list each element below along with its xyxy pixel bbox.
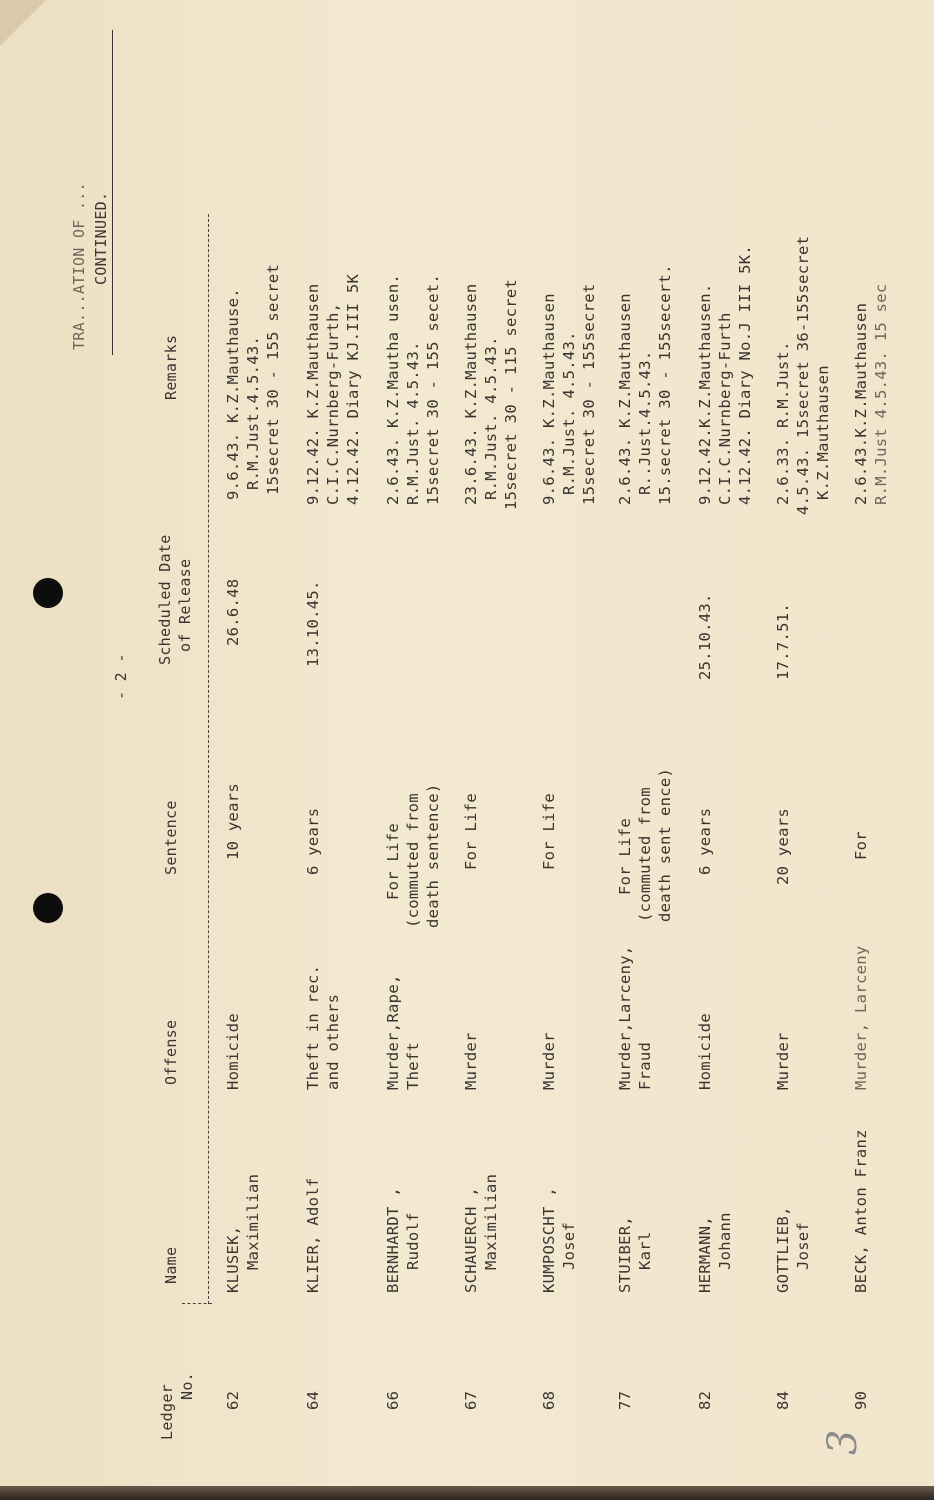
row-77-name-2: Karl <box>636 1231 654 1270</box>
row-77-offense-2: Fraud <box>636 1041 654 1090</box>
row-82-name-1: HERMANN, <box>696 1215 714 1293</box>
row-64-name-1: KLIER, Adolf <box>304 1177 322 1293</box>
row-66-remarks-2: R.M.Just. 4.5.43. <box>404 341 422 505</box>
row-90-remarks-2: R.M.Just 4.5.43. 15 sec <box>872 283 890 505</box>
document-title: TRA...ATION OF ... <box>70 182 88 350</box>
row-62-sentence-1: 10 years <box>224 782 242 860</box>
row-68-remarks-3: 15secret 30 - 155secret <box>580 283 598 505</box>
row-90-remarks-1: 2.6.43.K.Z.Mauthausen <box>852 302 870 505</box>
row-77-sentence-1: For Life <box>616 817 634 895</box>
row-77-ledger: 77 <box>616 1390 634 1410</box>
row-82-offense-1: Homicide <box>696 1012 714 1090</box>
row-62-name-1: KLUSEK, <box>224 1225 242 1293</box>
row-64-offense-2: and others <box>324 993 342 1090</box>
row-90-name-1: BECK, Anton Franz <box>852 1129 870 1293</box>
row-68-ledger: 68 <box>540 1390 558 1410</box>
row-66-name-2: Rudolf <box>404 1212 422 1270</box>
row-77-offense-1: Murder,Larceny, <box>616 945 634 1090</box>
row-66-offense-1: Murder,Rape, <box>384 974 402 1090</box>
row-66-sentence-2: (commuted from <box>404 793 422 928</box>
row-84-offense-1: Murder <box>774 1032 792 1090</box>
row-84-remarks-1: 2.6.33. R.M.Just. <box>774 341 792 505</box>
row-82-ledger: 82 <box>696 1390 714 1410</box>
col-remarks: Remarks <box>162 334 180 400</box>
row-90-sentence-1: For <box>852 831 870 860</box>
row-68-offense-1: Murder <box>540 1032 558 1090</box>
row-77-remarks-2: R..Just.4.5.43. <box>636 350 654 495</box>
row-84-release: 17.7.51. <box>774 602 792 680</box>
row-67-ledger: 67 <box>462 1390 480 1410</box>
row-67-name-1: SCHAUERCH , <box>462 1187 480 1293</box>
col-ledger-line2: No. <box>178 1372 196 1400</box>
row-84-ledger: 84 <box>774 1390 792 1410</box>
row-64-remarks-3: 4.12.42. Diary KJ.III 5K <box>344 273 362 505</box>
row-66-sentence-1: For Life <box>384 822 402 900</box>
row-90-offense-1: Murder, Larceny <box>852 945 870 1090</box>
row-77-remarks-1: 2.6.43. K.Z.Mauthausen <box>616 293 634 505</box>
row-64-release: 13.10.45. <box>304 580 322 667</box>
row-68-remarks-2: R.M.Just. 4.5.43. <box>560 331 578 495</box>
row-62-offense-1: Homicide <box>224 1012 242 1090</box>
scan-bottom-edge <box>0 1486 934 1500</box>
row-67-name-2: Maximilian <box>482 1173 500 1270</box>
row-82-remarks-1: 9.12.42.K.Z.Mauthausen. <box>696 283 714 505</box>
row-84-name-1: GOTTLIEB, <box>774 1206 792 1293</box>
page-marker: - 2 - <box>112 653 130 700</box>
row-82-release: 25.10.43. <box>696 593 714 680</box>
row-66-remarks-3: 15secret 30 - 155 secet. <box>424 273 442 505</box>
handwritten-page-number: 3 <box>820 1429 866 1455</box>
row-62-name-2: Maximilian <box>244 1173 262 1270</box>
row-62-remarks-2: R.M.Just.4.5.43. <box>244 335 262 490</box>
row-64-remarks-2: C.I.C.Nurnberg-Furth, <box>324 302 342 505</box>
row-66-sentence-3: death sentence) <box>424 783 442 928</box>
row-77-remarks-3: 15.secret 30 - 155secert. <box>656 264 674 505</box>
row-66-offense-2: Theft <box>404 1041 422 1090</box>
row-77-sentence-3: death sent ence) <box>656 767 674 922</box>
col-release-line2: of Release <box>176 558 194 652</box>
continued-label: CONTINUED. <box>92 191 110 285</box>
row-67-remarks-1: 23.6.43. K.Z.Mauthausen <box>462 283 480 505</box>
row-90-ledger: 90 <box>852 1390 870 1410</box>
row-67-sentence-1: For Life <box>462 792 480 870</box>
col-name: Name <box>162 1246 180 1284</box>
row-66-ledger: 66 <box>384 1390 402 1410</box>
row-67-remarks-3: 15secret 30 - 115 secret <box>502 278 520 510</box>
row-84-sentence-1: 20 years <box>774 807 792 885</box>
row-62-ledger: 62 <box>224 1390 242 1410</box>
row-67-offense-1: Murder <box>462 1032 480 1090</box>
title-underline <box>112 30 113 355</box>
col-sentence: Sentence <box>162 800 180 875</box>
row-68-sentence-1: For Life <box>540 792 558 870</box>
row-77-name-1: STUIBER, <box>616 1215 634 1293</box>
row-62-remarks-3: 15secret 30 - 155 secret <box>264 263 282 495</box>
row-82-remarks-3: 4.12.42. Diary No.J III 5K. <box>736 244 754 505</box>
row-82-name-2: Johann <box>716 1212 734 1270</box>
row-68-remarks-1: 9.6.43. K.Z.Mauthausen <box>540 293 558 505</box>
row-84-remarks-3: K.Z.Mauthausen <box>814 365 832 500</box>
row-64-offense-1: Theft in rec. <box>304 964 322 1090</box>
row-66-name-1: BERNHARDT , <box>384 1187 402 1293</box>
col-ledger-line1: Ledger <box>158 1384 176 1440</box>
row-62-remarks-1: 9.6.43. K.Z.Mauthause. <box>224 288 242 500</box>
row-64-remarks-1: 9.12.42. K.Z.Mauthausen <box>304 283 322 505</box>
header-rule <box>208 214 209 1304</box>
row-82-remarks-2: C.I.C.Nurnberg-Furth <box>716 312 734 505</box>
row-68-name-2: Josef <box>560 1221 578 1270</box>
row-64-sentence-1: 6 years <box>304 807 322 875</box>
row-67-remarks-2: R.M.Just. 4.5.43. <box>482 336 500 500</box>
row-64-ledger: 64 <box>304 1390 322 1410</box>
row-66-remarks-1: 2.6.43. K.Z.Mautha usen. <box>384 273 402 505</box>
row-77-sentence-2: (commuted from <box>636 787 654 922</box>
row-84-remarks-2: 4.5.43. 15secret 36-155secret <box>794 235 812 515</box>
row-82-sentence-1: 6 years <box>696 807 714 875</box>
row-84-name-2: Josef <box>794 1221 812 1270</box>
row-62-release: 26.6.48 <box>224 578 242 646</box>
col-offense: Offense <box>162 1019 180 1085</box>
col-release-line1: Scheduled Date <box>156 534 174 665</box>
row-68-name-1: KUMPOSCHT , <box>540 1187 558 1293</box>
